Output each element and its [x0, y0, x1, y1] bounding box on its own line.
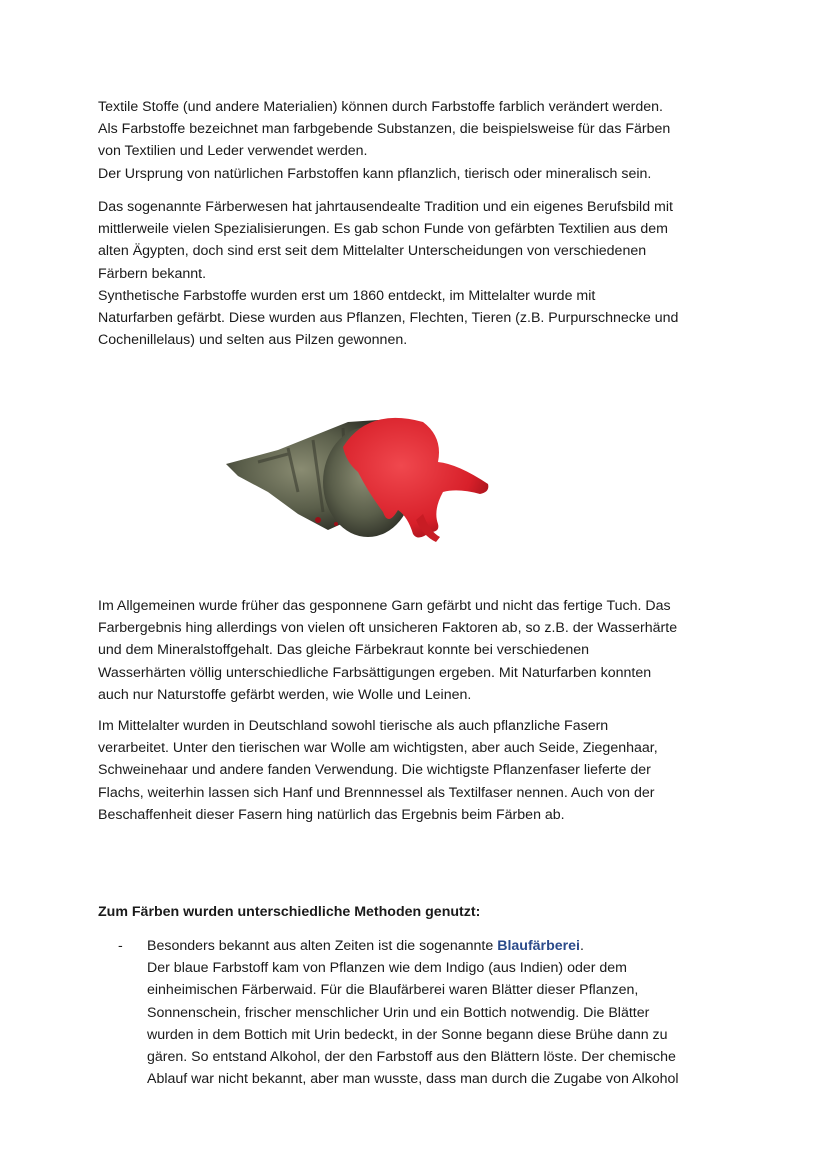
text-line: Im Mittelalter wurden in Deutschland sowohl tierische als auch pflanzliche Fasern [98, 718, 609, 734]
text-line: Synthetische Farbstoffe wurden erst um 1860 entdeckt, im Mittelalter wurde mit [98, 287, 596, 304]
text-line: Das sogenannte Färberwesen hat jahrtausendealte Tradition und ein eigenes Berufsbild mit [98, 199, 673, 215]
highlight-term: Blaufärberei [497, 938, 580, 954]
paragraph-garn [98, 595, 738, 706]
text-line: Beschaffenheit dieser Fasern hing natürlich das Ergebnis beim Färben ab. [98, 806, 565, 823]
text-line: und dem Mineralstoffgehalt. Das gleiche Färbekraut konnte bei verschiedenen [98, 642, 590, 659]
text-line: Wasserhärten völlig unterschiedliche Farbsättigungen ergeben. Mit Naturfarben konnten [98, 664, 652, 681]
text-line: Naturfarben gefärbt. Diese wurden aus Pflanzen, Flechten, Tieren (z.B. Purpurschnecke und [98, 310, 679, 327]
text-line: Färbern bekannt. [98, 265, 207, 282]
text-line: auch nur Naturstoffe gefärbt werden, wie Wolle und Leinen. [98, 686, 472, 703]
text-line: Der blaue Farbstoff kam von Pflanzen wie dem Indigo (aus Indien) oder dem [147, 960, 628, 977]
text-line: Schweinehaar und andere fanden Verwendung. Die wichtigste Pflanzenfaser lieferte der [98, 762, 651, 779]
text-line: alten Ägypten, doch sind erst seit dem Mittelalter Unterscheidungen von verschiedenen [98, 243, 647, 260]
list-item-intro: Besonders bekannt aus alten Zeiten ist die sogenannte Blaufärberei. [147, 938, 584, 954]
text-line: Als Farbstoffe bezeichnet man farbgebende Substanzen, die beispielsweise für das Färben [98, 121, 671, 138]
text-line: gären. So entstand Alkohol, der den Farbstoff aus den Blättern löste. Der chemische [147, 1049, 676, 1066]
paragraph-fasern [98, 715, 738, 826]
text-line: Der Ursprung von natürlichen Farbstoffen kann pflanzlich, tierisch oder mineralisch sein. [98, 165, 652, 182]
text-line: Sonnenschein, frischer menschlicher Urin und ein Bottich notwendig. Die Blätter [147, 1004, 650, 1021]
text-line: Farbergebnis hing allerdings von vielen oft unsicheren Faktoren ab, so z.B. der Wasserhärte [98, 620, 678, 637]
list-bullet: - [118, 938, 123, 954]
paragraph-faerberwesen [98, 196, 738, 351]
text-line: Im Allgemeinen wurde früher das gesponnene Garn gefärbt und nicht das fertige Tuch. Das [98, 598, 671, 614]
list-item [147, 935, 747, 1090]
text-line: Ablauf war nicht bekannt, aber man wusste, dass man durch die Zugabe von Alkohol [147, 1071, 679, 1088]
text-line: verarbeitet. Unter den tierischen war Wolle am wichtigsten, aber auch Seide, Ziegenhaar, [98, 740, 658, 757]
text-line: wurden in dem Bottich mit Urin bedeckt, in der Sonne begann diese Brühe dann zu [147, 1026, 668, 1043]
text-line: mittlerweile vielen Spezialisierungen. Es gab schon Funde von gefärbten Textilien aus dem [98, 221, 668, 238]
paragraph-intro [98, 96, 738, 185]
text-line: von Textilien und Leder verwendet werden. [98, 143, 368, 160]
text-line: Flachs, weiterhin lassen sich Hanf und Brennnessel als Textilfaser nennen. Auch von der [98, 784, 655, 801]
purple-snail-image [218, 392, 498, 567]
text-line: Textile Stoffe (und andere Materialien) können durch Farbstoffe farblich verändert werden. [98, 99, 663, 115]
text-line: Cochenillelaus) und selten aus Pilzen gewonnen. [98, 332, 408, 349]
text-line: einheimischen Färberwaid. Für die Blaufärberei waren Blätter dieser Pflanzen, [147, 982, 639, 999]
section-heading: Zum Färben wurden unterschiedliche Methoden genutzt: [98, 904, 481, 920]
